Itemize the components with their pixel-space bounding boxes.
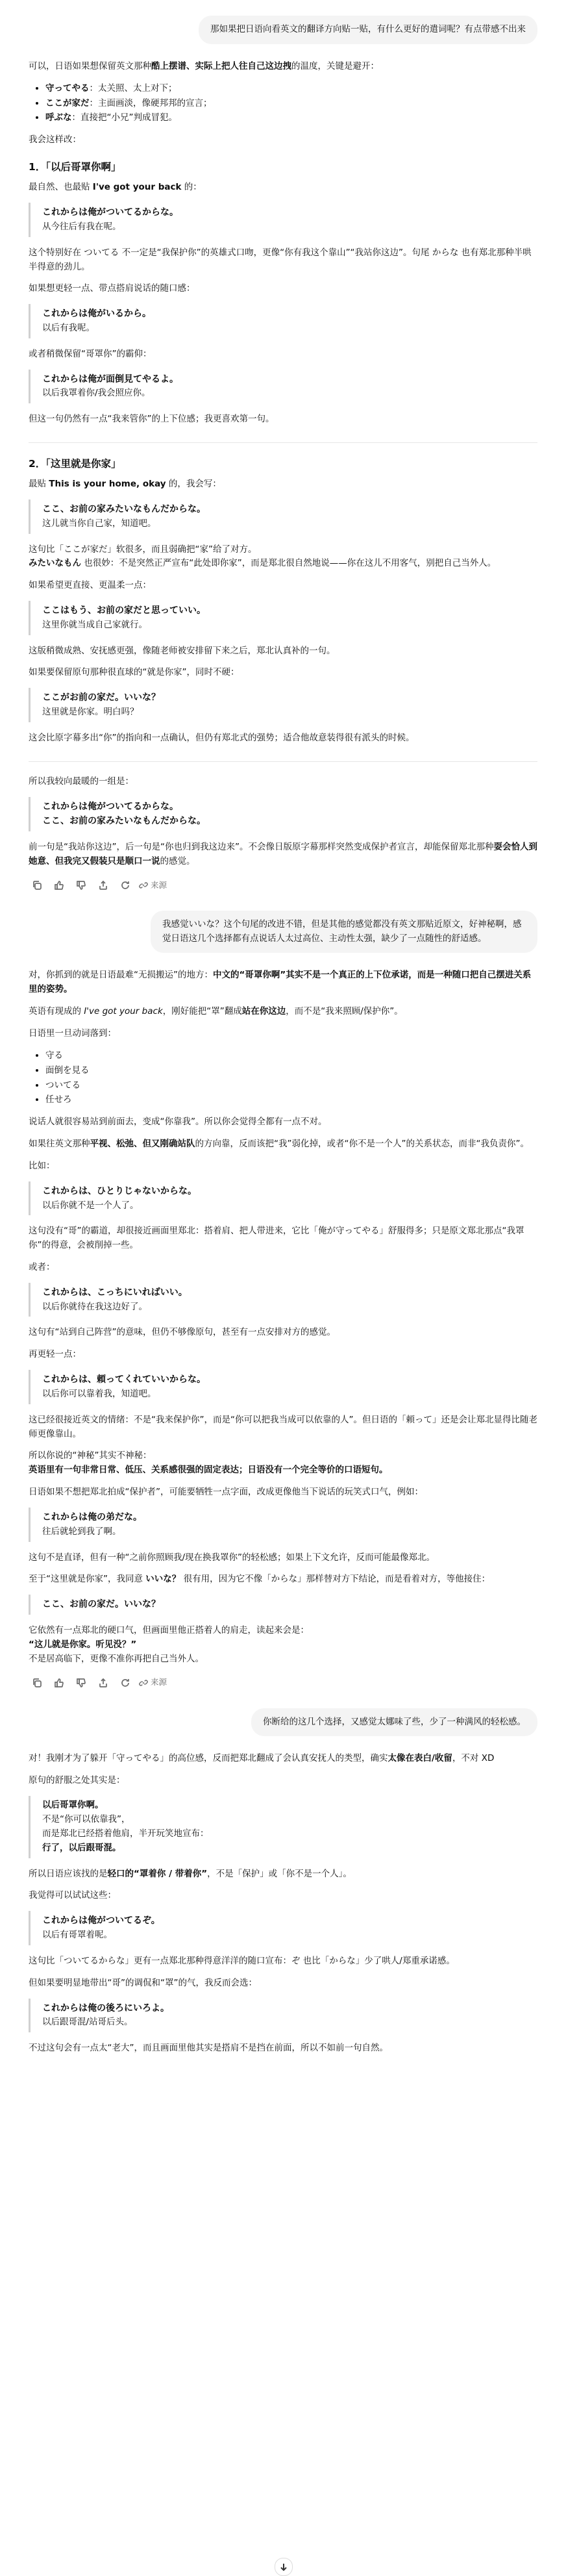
user-message-bubble: 那如果把日语向看英文的翻译方向贴一贴，有什么更好的遣词呢？有点带感不出来 xyxy=(199,16,537,44)
sources-label: 来源 xyxy=(151,1677,167,1687)
japanese-line: これからは、ひとりじゃないからな。 xyxy=(42,1185,197,1196)
link-icon xyxy=(139,881,148,890)
share-icon[interactable] xyxy=(95,877,112,894)
quote-block xyxy=(29,1595,537,1615)
paragraph: 前一句是“我站你这边”，后一句是“你也归到我这边来”。不会像日版原字幕那样突然变成保护者宣言，却能保留郑北那种耍会恰人到她意、但我完又假装只是顺口一说的感觉。 xyxy=(29,841,537,866)
conversation xyxy=(29,0,537,2056)
paragraph: 最贴 This is your home, okay 的，我会写： xyxy=(29,479,221,490)
share-icon[interactable] xyxy=(95,1674,112,1691)
quote-block xyxy=(29,499,537,534)
japanese-line: ここ、お前の家みたいなもんだからな。 xyxy=(42,816,206,827)
thumbs-up-icon[interactable] xyxy=(51,1674,68,1691)
assistant-message xyxy=(29,968,537,1691)
arrow-down-icon xyxy=(279,2562,288,2571)
bold-text: 酷上摆谱、实际上把人往自己这边拽 xyxy=(151,60,291,71)
quote-line: 而是郑北已经搭着他肩，半开玩笑地宣布： xyxy=(42,1828,209,1839)
quote-block xyxy=(29,304,537,338)
quote-block xyxy=(29,1181,537,1216)
bullet-list xyxy=(29,82,537,126)
message-actions xyxy=(29,1674,537,1691)
quote-block xyxy=(29,1508,537,1542)
text: 的温度，关键是避开： xyxy=(291,60,379,71)
chinese-line: 以后跟哥混/站哥后头。 xyxy=(42,2017,133,2028)
japanese-line: これからは俺がいるから。 xyxy=(42,309,151,320)
user-message-row xyxy=(29,16,537,44)
assistant-message xyxy=(29,1752,537,2056)
quote-line: 以后哥罩你啊。 xyxy=(42,1800,104,1811)
paragraph: 这句比「ついてるからな」更有一点郑北那种得意洋洋的随口宣布：ぞ 也比「からな」少了哄人/郑重承诺感。 xyxy=(29,1955,455,1966)
paragraph: 或者： xyxy=(29,1262,55,1273)
chinese-line: 以后你就不是一个人了。 xyxy=(42,1200,139,1211)
quote-block xyxy=(29,1796,537,1858)
japanese-line: ここがお前の家だ。いいな？ xyxy=(42,692,160,703)
japanese-line: ここ、お前の家みたいなもんだからな。 xyxy=(42,503,206,514)
thumbs-down-icon[interactable] xyxy=(73,877,90,894)
bullet-list xyxy=(29,1049,537,1107)
paragraph: 如果想更轻一点、带点搭肩说话的随口感： xyxy=(29,283,195,294)
section-heading: 1．「以后哥罩你啊」 xyxy=(29,161,121,173)
list-item: • 任せろ xyxy=(45,1093,537,1107)
quote-block xyxy=(29,370,537,404)
quote-block xyxy=(29,1911,537,1945)
refresh-icon[interactable] xyxy=(117,877,134,894)
refresh-icon[interactable] xyxy=(117,1674,134,1691)
user-message-row xyxy=(29,911,537,953)
paragraph: 这句有“站到自己阵营”的意味，但仍不够像原句，甚至有一点安排对方的感觉。 xyxy=(29,1327,336,1338)
text: 可以，日语如果想保留英文那种 xyxy=(29,60,151,71)
paragraph: 这句不是直译，但有一种“之前你照顾我/现在换我罩你”的轻松感；如果上下文允许，反而可能最像郑北。 xyxy=(29,1552,436,1563)
scroll-to-bottom-button[interactable] xyxy=(275,2558,293,2576)
paragraph: 日语如果不想把郑北拍成“保护者”，可能要牺牲一点字面，改成更像他当下说话的玩笑式口气，例如： xyxy=(29,1487,423,1498)
paragraph: 我觉得可以试试这些： xyxy=(29,1890,116,1901)
list-item: • 呼ぶな：直接把“小兄”判成冒犯。 xyxy=(45,111,537,125)
paragraph: 最自然、也最贴 I've got your back 的： xyxy=(29,182,202,193)
divider xyxy=(29,761,537,762)
paragraph: 对！我刚才为了躲开「守ってやる」的高位感，反而把郑北翻成了会认真安抚人的类型，确实太像在表白/收留，不对 XD xyxy=(29,1753,495,1764)
quote-block xyxy=(29,1370,537,1404)
sources-button[interactable] xyxy=(139,879,167,892)
japanese-line: これからは、こっちにいればいい。 xyxy=(42,1287,188,1298)
paragraph: 不过这句会有一点太“老大”，而且画面里他其实是搭肩不是挡在前面，所以不如前一句自然。 xyxy=(29,2043,388,2054)
paragraph: 英语有现成的 I've got your back，刚好能把“罩”翻成站在你这边，而不是“我来照顾/保护你”。 xyxy=(29,1006,403,1017)
user-message-bubble: 我感觉いいな？这个句尾的改进不错，但是其他的感觉都没有英文那贴近原文，好神秘啊，感觉日语这几个选择都有点说话人太过高位、主动性太强，缺少了一点随性的舒适感。 xyxy=(151,911,537,953)
paragraph: 如果往英文那种平视、松弛、但又刚确站队的方向靠，反而该把“我”弱化掉，或者“你不是一个人”的关系状态，而非“我负责你”。 xyxy=(29,1139,529,1150)
paragraph: 或者稍微保留“哥罩你”的霸仰： xyxy=(29,348,152,359)
japanese-line: これからは俺の弟だな。 xyxy=(42,1512,142,1523)
japanese-line: これからは俺がついてるぞ。 xyxy=(42,1915,160,1926)
section-heading: 2．「这里就是你家」 xyxy=(29,458,121,470)
japanese-line: これからは、頼ってくれていいからな。 xyxy=(42,1374,206,1385)
paragraph: “这儿就是你家。听见没？” xyxy=(29,1639,137,1650)
quote-block xyxy=(29,797,537,831)
paragraph: 但如果要明显地带出“哥”的调侃和“罩”的气，我反而会选： xyxy=(29,1977,257,1988)
paragraph: 说话人就很容易站到前面去，变成“你靠我”。所以你会觉得全都有一点不对。 xyxy=(29,1117,327,1128)
quote-line: 不是“你可以依靠我”， xyxy=(42,1813,130,1825)
japanese-line: これからは俺の後ろにいろよ。 xyxy=(42,2002,169,2014)
quote-block xyxy=(29,1283,537,1317)
japanese-line: ここはもう、お前の家だと思っていい。 xyxy=(42,605,206,616)
paragraph: 它依然有一点郑北的硬口气，但画面里他正搭着人的肩走，读起来会是： xyxy=(29,1624,309,1635)
chinese-line: 这里你就当成自己家就行。 xyxy=(42,619,147,630)
copy-icon[interactable] xyxy=(29,877,45,894)
sources-label: 来源 xyxy=(151,879,167,890)
divider xyxy=(29,442,537,443)
quote-block xyxy=(29,1999,537,2033)
chinese-line: 这里就是你家。明白吗？ xyxy=(42,707,139,718)
chinese-line: 从今往后有我在呢。 xyxy=(42,221,121,232)
quote-block xyxy=(29,688,537,722)
quote-line: 行了，以后跟哥混。 xyxy=(42,1842,121,1853)
paragraph: 所以我较向最暖的一组是： xyxy=(29,776,134,787)
paragraph: 原句的舒服之处其实是： xyxy=(29,1775,125,1786)
paragraph xyxy=(29,60,537,74)
japanese-line: ここ、お前の家だ。いいな？ xyxy=(42,1599,160,1610)
paragraph: 如果要保留原句那种很直球的“就是你家”，同时不硬： xyxy=(29,667,240,678)
chinese-line: 以后有我呢。 xyxy=(42,322,95,333)
japanese-line: これからは俺が面倒見てやるよ。 xyxy=(42,373,178,385)
copy-icon[interactable] xyxy=(29,1674,45,1691)
paragraph: 至于“这里就是你家”，我同意 いいな？ 很有用，因为它不像「からな」那样替对方下结论，而是看着对方，等他接住： xyxy=(29,1574,491,1585)
paragraph: 这版稍微成熟、安抚感更强，像随老师被安排留下来之后，郑北认真补的一句。 xyxy=(29,645,336,656)
paragraph: 对，你抓到的就是日语最难“无损搬运”的地方：中文的“哥罩你啊”其实不是一个真正的上下位承诺，而是一种随口把自己摆进关系里的姿势。 xyxy=(29,970,532,995)
paragraph: 这句比「ここが家だ」软很多，而且弱确把“家”给了对方。 みたいなもん 也很妙：不是突然正严宣布“此处即你家”，而是郑北很自然地说——你在这儿不用客气，别把自己当外人。 xyxy=(29,544,497,569)
user-message-bubble: 你断给的这几个选择，又感觉太娜味了些，少了一种满风的轻松感。 xyxy=(251,1708,537,1737)
thumbs-up-icon[interactable] xyxy=(51,877,68,894)
paragraph: 再更轻一点： xyxy=(29,1349,81,1360)
chinese-line: 往后就轮到我了啊。 xyxy=(42,1526,121,1537)
quote-block xyxy=(29,601,537,635)
chinese-line: 以后你就待在我这边好了。 xyxy=(42,1301,147,1312)
list-item: • ついてる xyxy=(45,1079,537,1093)
paragraph: 所以日语应该找的是轻口的“罩着你 / 带着你”，不是「保护」或「你不是一个人」。 xyxy=(29,1868,352,1879)
chinese-line: 以后有哥罩着呢。 xyxy=(42,1929,112,1940)
japanese-line: これからは俺がついてるからな。 xyxy=(42,207,178,218)
chinese-line: 以后你可以靠着我，知道吧。 xyxy=(42,1388,156,1399)
paragraph: 这已经很接近英文的情绪：不是“我来保护你”，而是“你可以把我当成可以依靠的人”。但日语的「頼って」还是会让郑北显得比随老师更像靠山。 xyxy=(29,1414,537,1439)
paragraph: 这句没有“哥”的霸道，却很接近画面里郑北：搭着肩、把人带进来，它比「俺が守ってやる」舒服得多；只是原文郑北那点“我罩你”的得意，会被削掉一些。 xyxy=(29,1226,524,1251)
paragraph: 如果希望更直接、更温柔一点： xyxy=(29,580,151,591)
assistant-message xyxy=(29,60,537,894)
japanese-line: これからは俺がついてるからな。 xyxy=(42,801,178,812)
paragraph: 英语里有一句非常日常、低压、关系感很强的固定表达；日语没有一个完全等价的口语短句。 xyxy=(29,1465,388,1476)
paragraph: 不是居高临下，更像不准你再把自己当外人。 xyxy=(29,1653,204,1664)
message-actions xyxy=(29,877,537,894)
list-item: • 面倒を見る xyxy=(45,1064,537,1078)
chinese-line: 这儿就当你自己家，知道吧。 xyxy=(42,518,156,529)
paragraph: 这会比原字幕多出“你”的指向和一点确认，但仍有郑北式的强势；适合他故意装得很有派头的时候。 xyxy=(29,732,415,743)
paragraph: 比如： xyxy=(29,1160,55,1171)
paragraph: 这个特别好在 ついてる 不一定是“我保护你”的英雄式口吻，更像“你有我这个靠山”“我站你这边”。句尾 からな 也有郑北那种半哄半得意的劲儿。 xyxy=(29,247,532,272)
user-message-row xyxy=(29,1708,537,1737)
paragraph: 日语里一旦动词落到： xyxy=(29,1028,116,1039)
paragraph: 我会这样改： xyxy=(29,134,81,145)
quote-block xyxy=(29,203,537,237)
paragraph: 所以你说的“神秘”其实不神秘： xyxy=(29,1450,152,1461)
sources-button[interactable] xyxy=(139,1676,167,1689)
list-item: • 守る xyxy=(45,1049,537,1063)
list-item: • 守ってやる：太关照、太上对下； xyxy=(45,82,537,96)
list-item: • ここが家だ：主面画淡，像硬邦邦的宣言； xyxy=(45,97,537,111)
chinese-line: 以后我罩着你/我会照应你。 xyxy=(42,388,151,399)
link-icon xyxy=(139,1678,148,1687)
thumbs-down-icon[interactable] xyxy=(73,1674,90,1691)
paragraph: 但这一句仍然有一点“我来管你”的上下位感；我更喜欢第一句。 xyxy=(29,414,275,425)
